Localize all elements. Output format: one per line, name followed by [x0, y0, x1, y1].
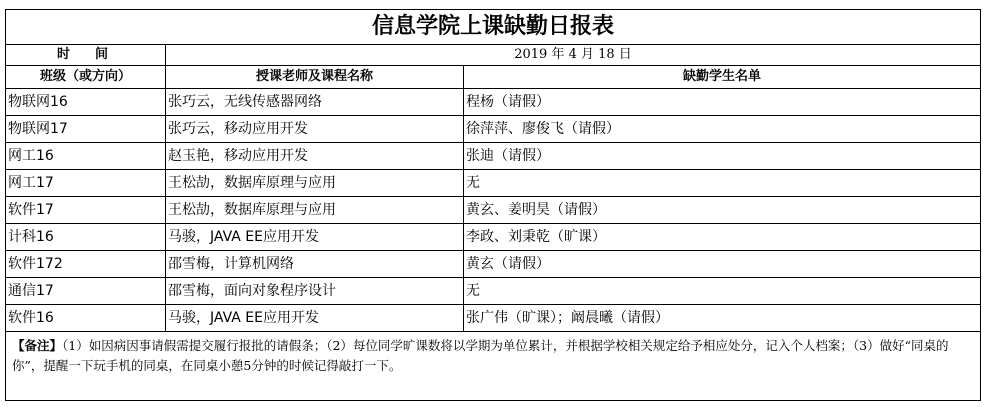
- row-course: 马骏，JAVA EE应用开发: [166, 224, 464, 251]
- table-row: [6, 116, 981, 143]
- row-class: 计科16: [6, 224, 166, 251]
- table-row: [6, 170, 981, 197]
- row-absent: 徐萍萍、廖俊飞（请假）: [464, 116, 981, 143]
- row-class: 网工17: [6, 170, 166, 197]
- row-course: 张巧云，无线传感器网络: [166, 89, 464, 116]
- row-absent: 无: [464, 278, 981, 305]
- header-absent: 缺勤学生名单: [464, 66, 981, 89]
- time-label: 时 间: [6, 45, 166, 66]
- row-absent: 黄玄（请假）: [464, 251, 981, 278]
- row-course: 王松劼，数据库原理与应用: [166, 197, 464, 224]
- row-course: 张巧云，移动应用开发: [166, 116, 464, 143]
- row-course: 邵雪梅，计算机网络: [166, 251, 464, 278]
- row-class: 物联网16: [6, 89, 166, 116]
- remarks-text: （1）如因病因事请假需提交履行报批的请假条；（2）每位同学旷课数将以学期为单位累计，并根据学校相关规定给予相应处分，记入个人档案；（3）做好“同桌的你”，提醒一下玩手机的同桌，在同桌小憩5分钟的时候记得敲打一下。: [12, 338, 949, 373]
- row-class: 软件17: [6, 197, 166, 224]
- report-title: 信息学院上课缺勤日报表: [6, 10, 981, 45]
- table-row: [6, 197, 981, 224]
- row-course: 王松劼，数据库原理与应用: [166, 170, 464, 197]
- row-absent: 无: [464, 170, 981, 197]
- table-row: [6, 305, 981, 332]
- attendance-report-table: [5, 9, 981, 401]
- row-absent: 张迪（请假）: [464, 143, 981, 170]
- row-course: 马骏，JAVA EE应用开发: [166, 305, 464, 332]
- row-class: 软件16: [6, 305, 166, 332]
- row-course: 赵玉艳，移动应用开发: [166, 143, 464, 170]
- row-absent: 李政、刘秉乾（旷课）: [464, 224, 981, 251]
- remarks-label: 【备注】: [12, 338, 63, 353]
- row-absent: 黄玄、姜明昊（请假）: [464, 197, 981, 224]
- header-class: 班级（或方向）: [6, 66, 166, 89]
- table-row: [6, 89, 981, 116]
- row-class: 软件172: [6, 251, 166, 278]
- remarks: [6, 332, 981, 401]
- table-row: [6, 143, 981, 170]
- table-row: [6, 224, 981, 251]
- row-class: 网工16: [6, 143, 166, 170]
- row-course: 邵雪梅，面向对象程序设计: [166, 278, 464, 305]
- header-course: 授课老师及课程名称: [166, 66, 464, 89]
- row-class: 通信17: [6, 278, 166, 305]
- report-date: 2019 年 4 月 18 日: [166, 45, 981, 66]
- row-class: 物联网17: [6, 116, 166, 143]
- table-row: [6, 278, 981, 305]
- table-row: [6, 251, 981, 278]
- row-absent: 程杨（请假）: [464, 89, 981, 116]
- row-absent: 张广伟（旷课）；阚晨曦（请假）: [464, 305, 981, 332]
